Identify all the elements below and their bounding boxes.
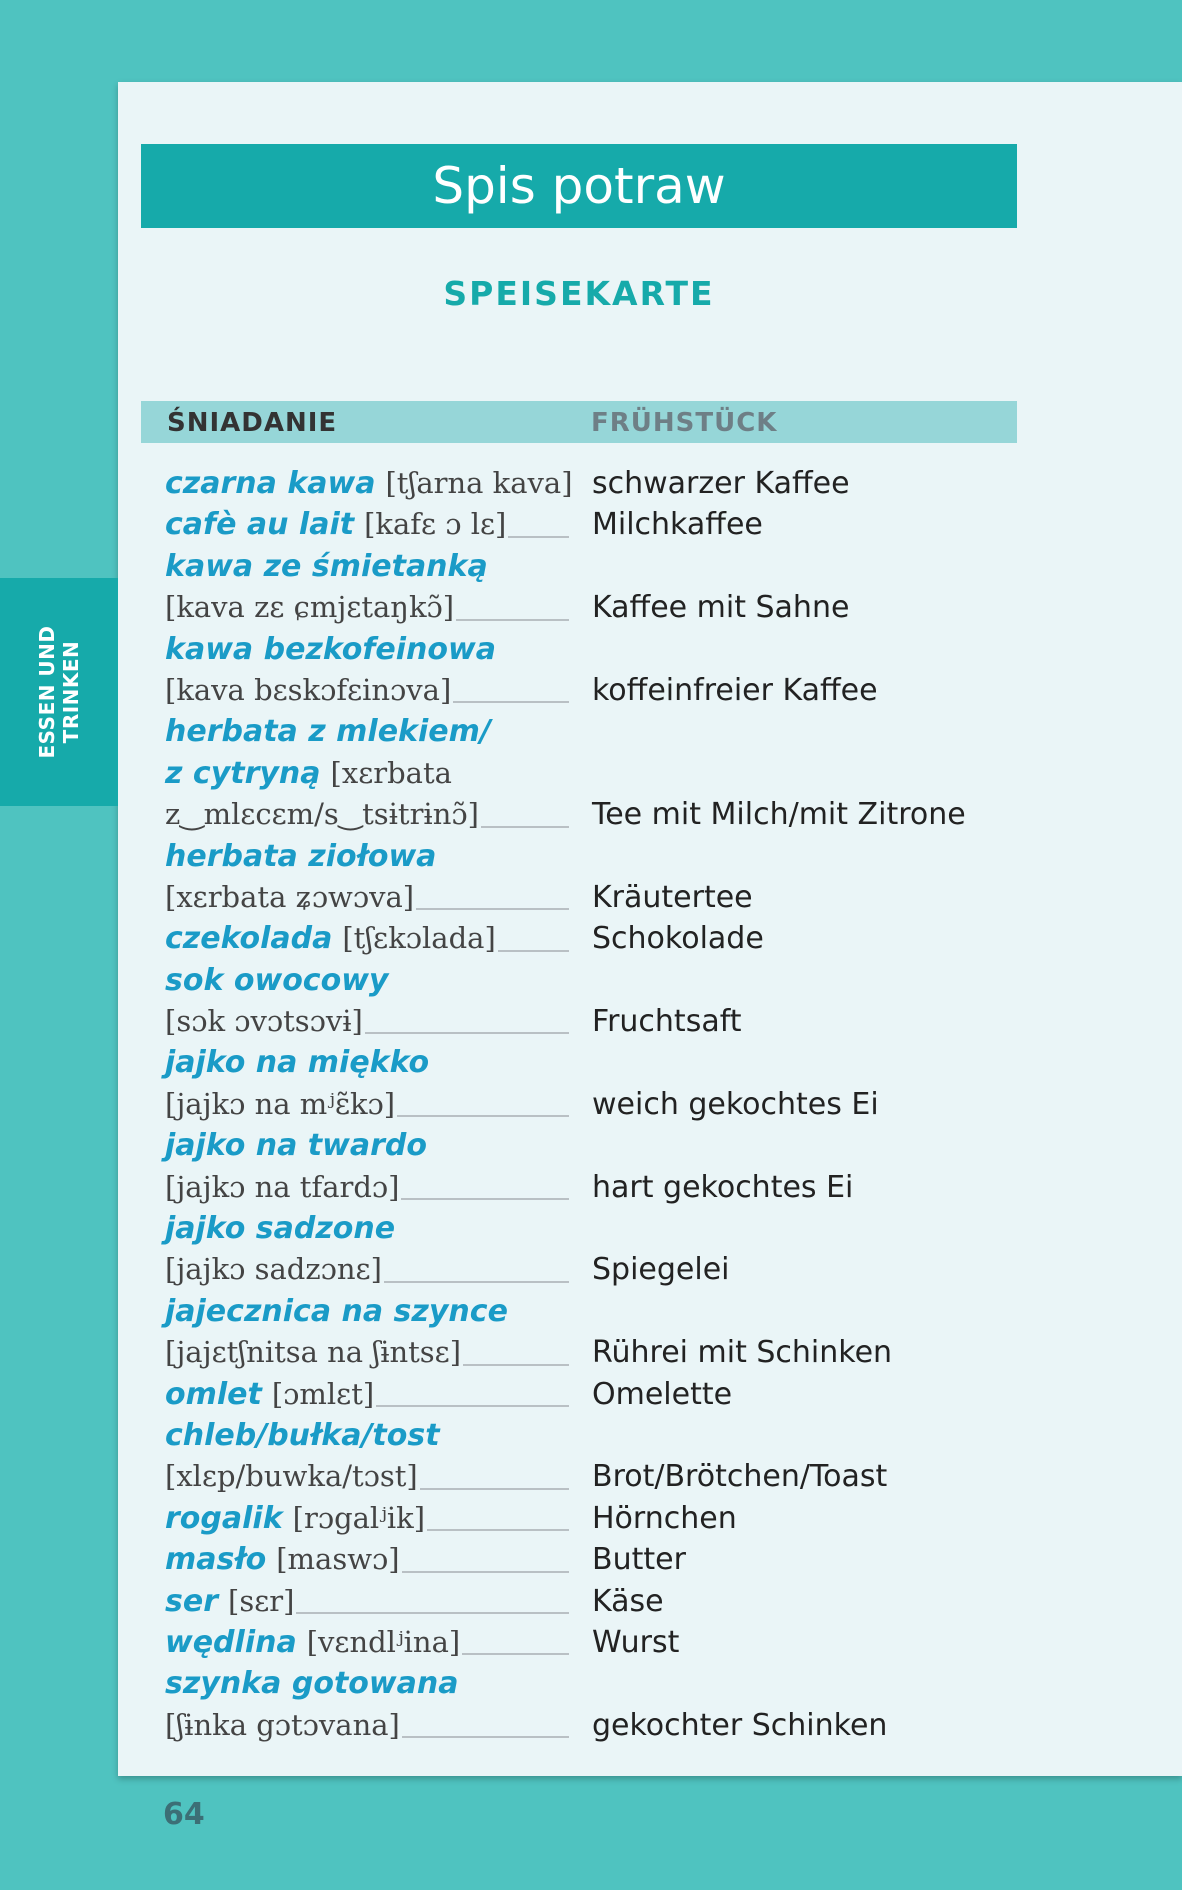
vocab-row-left	[165, 1125, 569, 1166]
vocab-row-left	[165, 1291, 569, 1332]
leader-line	[376, 1405, 569, 1407]
page-title: Spis potraw	[432, 157, 726, 215]
vocab-row-left	[165, 1581, 569, 1622]
polish-term: masło	[165, 1542, 267, 1578]
polish-term: szynka gotowana	[165, 1666, 459, 1702]
vocab-row-left	[165, 877, 569, 918]
german-translation: weich gekochtes Ei	[592, 1086, 879, 1122]
polish-term: czekolada	[165, 921, 333, 957]
vocab-row	[165, 1125, 1005, 1166]
title-banner	[141, 144, 1017, 228]
leader-line	[401, 1198, 569, 1200]
vocab-row	[165, 1705, 1005, 1746]
pronunciation: [jajkɔ na mʲɛ̃kɔ]	[165, 1086, 396, 1121]
pronunciation: [kafɛ ɔ lɛ]	[364, 507, 507, 542]
polish-term: herbata z mlekiem/	[165, 714, 491, 750]
pronunciation: [xɛrbata ʑɔwɔva]	[165, 879, 415, 914]
leader-line	[296, 1612, 569, 1614]
vocab-row-left	[165, 1663, 569, 1704]
vocab-row	[165, 1167, 1005, 1208]
polish-term: czarna kawa	[165, 466, 376, 501]
polish-term: jajko na twardo	[165, 1128, 427, 1164]
column-header-polish: ŚNIADANIE	[167, 408, 338, 438]
leader-line	[402, 1736, 569, 1738]
german-translation: hart gekochtes Ei	[592, 1169, 854, 1205]
polish-term: herbata ziołowa	[165, 838, 437, 874]
pronunciation: [jajkɔ na tfardɔ]	[165, 1169, 400, 1204]
vocab-row-left	[165, 546, 569, 587]
leader-line	[365, 1032, 569, 1034]
vocab-row-left	[165, 504, 569, 545]
vocab-row-left	[165, 1705, 569, 1746]
pronunciation: [sɛr]	[228, 1583, 295, 1618]
vocab-row-left	[165, 1001, 569, 1042]
german-translation: Omelette	[592, 1376, 733, 1412]
vocab-row	[165, 1415, 1005, 1456]
vocab-row-left	[165, 1249, 569, 1290]
vocab-row-left	[165, 1167, 569, 1208]
pronunciation: z‿mlɛcɛm/s‿tsɨtrɨnɔ̃]	[165, 797, 479, 832]
vocab-row	[165, 629, 1005, 670]
german-translation: Spiegelei	[592, 1252, 730, 1288]
vocabulary-list	[165, 463, 1005, 1746]
vocab-row-left	[165, 1042, 569, 1083]
vocab-row-left	[165, 629, 569, 670]
pronunciation: [sɔk ɔvɔtsɔvɨ]	[165, 1004, 363, 1039]
pronunciation: [ɔmlɛt]	[271, 1376, 375, 1411]
german-translation: Kräutertee	[592, 879, 753, 915]
vocab-row	[165, 1291, 1005, 1332]
german-translation: Butter	[592, 1542, 686, 1578]
pronunciation: [vɛndlʲina]	[306, 1624, 461, 1659]
vocab-row-left	[165, 794, 569, 835]
vocab-row-left	[165, 836, 569, 877]
section-tab[interactable]	[0, 578, 118, 806]
leader-line	[384, 1281, 569, 1283]
vocab-row	[165, 1374, 1005, 1415]
vocab-row	[165, 463, 1005, 504]
vocab-row	[165, 794, 1005, 835]
german-translation: Rührei mit Schinken	[592, 1335, 893, 1371]
pronunciation: [tʃɛkɔlada]	[342, 921, 496, 956]
vocab-row-left	[165, 463, 573, 504]
vocab-row	[165, 1332, 1005, 1373]
vocab-row	[165, 918, 1005, 959]
polish-term: kawa ze śmietanką	[165, 548, 488, 584]
vocab-row	[165, 1208, 1005, 1249]
vocab-row-left	[165, 1539, 569, 1580]
polish-term: jajko sadzone	[165, 1211, 396, 1247]
pronunciation: [xɛrbata	[330, 755, 452, 790]
polish-term: ser	[165, 1583, 218, 1619]
vocab-row-left	[165, 711, 569, 752]
leader-line	[456, 619, 569, 621]
vocab-row-left	[165, 1332, 569, 1373]
vocab-row-left	[165, 960, 569, 1001]
vocab-row	[165, 1539, 1005, 1580]
leader-line	[397, 1115, 569, 1117]
vocab-row	[165, 1498, 1005, 1539]
german-translation: Wurst	[592, 1624, 680, 1660]
polish-term: kawa bezkofeinowa	[165, 631, 496, 667]
german-translation: Käse	[592, 1583, 664, 1619]
vocab-row	[165, 1001, 1005, 1042]
vocab-row	[165, 1084, 1005, 1125]
vocab-row-left	[165, 1415, 569, 1456]
pronunciation: [ʃɨnka gɔtɔvana]	[165, 1707, 400, 1742]
polish-term: jajko na miękko	[165, 1045, 430, 1081]
vocab-row	[165, 1581, 1005, 1622]
polish-term: wędlina	[165, 1624, 297, 1660]
vocab-row-left	[165, 918, 569, 959]
pronunciation: [jajɛtʃnitsa na ʃɨntsɛ]	[165, 1335, 462, 1370]
vocab-row	[165, 1456, 1005, 1497]
pronunciation: [kava zɛ ɕmjɛtaŋkɔ̃]	[165, 590, 455, 625]
vocab-row	[165, 753, 1005, 794]
section-tab-line2: TRINKEN	[59, 640, 83, 744]
vocab-row	[165, 546, 1005, 587]
german-translation: Kaffee mit Sahne	[592, 590, 850, 626]
vocab-row	[165, 1622, 1005, 1663]
vocab-row-left	[165, 1374, 569, 1415]
vocab-row	[165, 836, 1005, 877]
vocab-row-left	[165, 670, 569, 711]
section-tab-label	[35, 625, 83, 758]
vocab-row	[165, 960, 1005, 1001]
leader-line	[462, 1653, 569, 1655]
german-translation: Schokolade	[592, 921, 764, 957]
vocab-row	[165, 504, 1005, 545]
vocab-row	[165, 1663, 1005, 1704]
pronunciation: [xlɛp/buwka/tɔst]	[165, 1459, 418, 1494]
leader-line	[427, 1529, 569, 1531]
german-translation: schwarzer Kaffee	[592, 466, 850, 501]
polish-term: z cytryną	[165, 755, 321, 791]
vocab-row	[165, 587, 1005, 628]
leader-line	[463, 1364, 569, 1366]
polish-term: omlet	[165, 1376, 262, 1412]
polish-term: jajecznica na szynce	[165, 1293, 508, 1329]
page-number: 64	[163, 1797, 205, 1832]
vocab-row-left	[165, 1498, 569, 1539]
vocab-row	[165, 877, 1005, 918]
vocab-row-left	[165, 1622, 569, 1663]
vocab-row-left	[165, 1084, 569, 1125]
german-translation: Tee mit Milch/mit Zitrone	[592, 797, 966, 833]
vocab-row-left	[165, 753, 569, 794]
polish-term: cafè au lait	[165, 507, 355, 543]
section-tab-line1: ESSEN UND	[35, 625, 59, 759]
polish-term: chleb/bułka/tost	[165, 1417, 440, 1453]
vocab-row-left	[165, 587, 569, 628]
leader-line	[453, 701, 569, 703]
pronunciation: [rɔgalʲik]	[292, 1500, 426, 1535]
german-translation: Milchkaffee	[592, 507, 763, 543]
leader-line	[481, 826, 569, 828]
leader-line	[498, 950, 569, 952]
column-header-bar	[141, 401, 1017, 443]
pronunciation: [tʃarna kava]	[385, 466, 573, 500]
vocab-row-left	[165, 1208, 569, 1249]
vocab-row	[165, 670, 1005, 711]
polish-term: rogalik	[165, 1500, 283, 1536]
vocab-row	[165, 1249, 1005, 1290]
leader-line	[402, 1571, 569, 1573]
vocab-row	[165, 711, 1005, 752]
vocab-row-left	[165, 1456, 569, 1497]
german-translation: Fruchtsaft	[592, 1004, 742, 1040]
pronunciation: [maswɔ]	[276, 1542, 400, 1577]
german-translation: gekochter Schinken	[592, 1707, 888, 1743]
page-subtitle: SPEISEKARTE	[443, 274, 715, 313]
german-translation: koffeinfreier Kaffee	[592, 672, 878, 708]
column-header-german: FRÜHSTÜCK	[591, 408, 778, 438]
leader-line	[416, 908, 569, 910]
vocab-row	[165, 1042, 1005, 1083]
leader-line	[508, 536, 569, 538]
pronunciation: [kava bɛskɔfɛinɔva]	[165, 672, 452, 707]
pronunciation: [jajkɔ sadzɔnɛ]	[165, 1252, 382, 1287]
german-translation: Hörnchen	[592, 1500, 737, 1536]
polish-term: sok owocowy	[165, 962, 389, 998]
german-translation: Brot/Brötchen/Toast	[592, 1459, 888, 1495]
leader-line	[420, 1488, 569, 1490]
